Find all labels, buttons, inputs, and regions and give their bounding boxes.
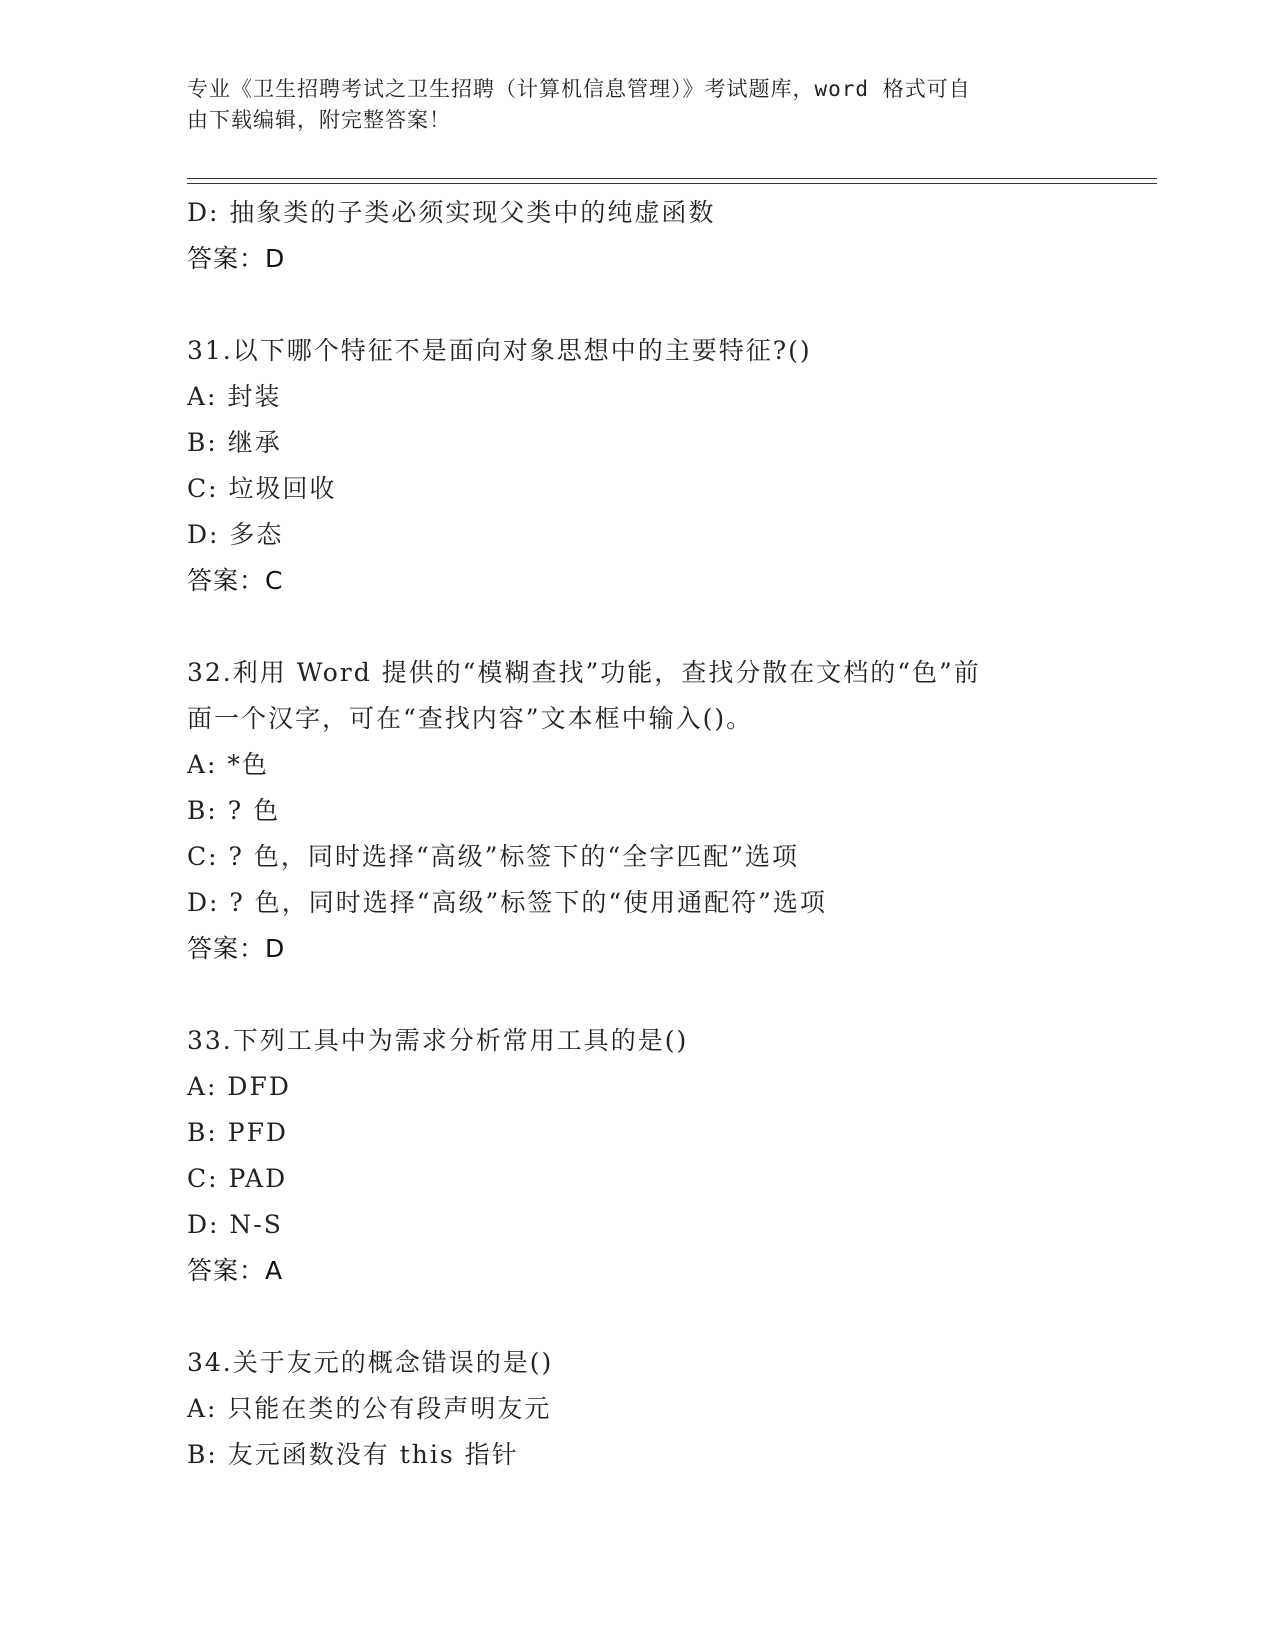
option-d: D: N-S [187,1210,283,1239]
question-30-tail [187,190,1157,282]
document-header [187,74,1077,136]
option-a: A: 封装 [187,382,282,411]
header-line-1: 专业《卫生招聘考试之卫生招聘（计算机信息管理）》考试题库，word 格式可自 [187,77,971,101]
question-31 [187,328,1157,604]
option-b: B: ? 色 [187,796,281,825]
option-d: D: 多态 [187,520,284,549]
question-stem-line-1: 32.利用 Word 提供的“模糊查找”功能，查找分散在文档的“色”前 [187,658,981,687]
option-d: D: ? 色，同时选择“高级”标签下的“使用通配符”选项 [187,888,827,917]
question-stem-line-2: 面一个汉字，可在“查找内容”文本框中输入()。 [187,704,754,733]
spacer [187,1294,1157,1340]
option-b: B: 继承 [187,428,282,457]
option-c: C: 垃圾回收 [187,474,337,503]
header-line-2: 由下载编辑，附完整答案！ [187,108,451,132]
answer-line: 答案：D [187,934,286,963]
question-stem: 34.关于友元的概念错误的是() [187,1348,554,1377]
question-33 [187,1018,1157,1294]
question-32 [187,650,1157,972]
option-a: A: *色 [187,750,269,779]
question-stem: 31.以下哪个特征不是面向对象思想中的主要特征?() [187,336,812,365]
option-b: B: PFD [187,1118,288,1147]
question-stem: 33.下列工具中为需求分析常用工具的是() [187,1026,689,1055]
header-divider-bottom [187,183,1157,184]
option-d: D: 抽象类的子类必须实现父类中的纯虚函数 [187,198,716,227]
answer-line: 答案：A [187,1256,284,1285]
option-b: B: 友元函数没有 this 指针 [187,1440,519,1469]
spacer [187,604,1157,650]
option-a: A: DFD [187,1072,291,1101]
answer-line: 答案：D [187,244,286,273]
option-c: C: PAD [187,1164,288,1193]
document-body [187,190,1157,1478]
question-34 [187,1340,1157,1478]
header-divider-top [187,178,1157,179]
answer-line: 答案：C [187,566,284,595]
spacer [187,972,1157,1018]
option-a: A: 只能在类的公有段声明友元 [187,1394,552,1423]
spacer [187,282,1157,328]
option-c: C: ? 色，同时选择“高级”标签下的“全字匹配”选项 [187,842,799,871]
